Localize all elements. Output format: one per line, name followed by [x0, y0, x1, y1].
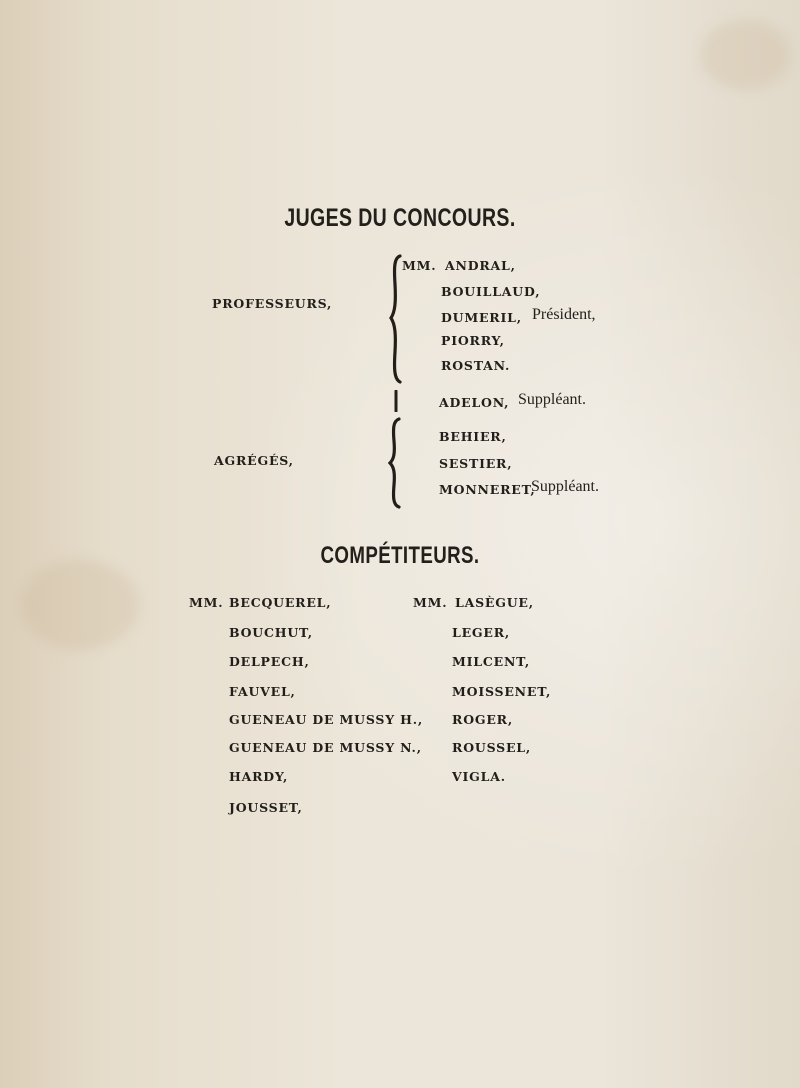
competitor-name: BECQUEREL,	[229, 595, 332, 610]
professeurs-mm-prefix: MM.	[402, 258, 437, 273]
professeurs-label: PROFESSEURS,	[212, 296, 333, 311]
agreges-label: AGRÉGÉS,	[214, 453, 294, 468]
competitor-name: JOUSSET,	[229, 800, 303, 815]
adelon-note: Suppléant.	[518, 391, 586, 408]
paper-stain	[700, 20, 790, 90]
agreges-brace	[388, 417, 404, 509]
competitor-name: ROUSSEL,	[452, 740, 532, 755]
competitors-title: COMPÉTITEURS.	[320, 542, 480, 569]
competitor-name: DELPECH,	[229, 654, 310, 669]
competitor-name: VIGLA.	[452, 769, 506, 784]
competitors-right-mm: MM.	[413, 595, 448, 610]
adelon-bar	[392, 390, 400, 412]
competitor-name: HARDY,	[229, 769, 289, 784]
competitor-name: FAUVEL,	[229, 684, 296, 699]
professeur-name: ANDRAL,	[445, 258, 516, 273]
professeur-name: DUMERIL,	[441, 310, 522, 325]
competitor-name: LASÈGUE,	[455, 595, 534, 610]
paper-stain	[20, 560, 140, 650]
competitor-name: MOISSENET,	[452, 684, 552, 699]
competitor-name: BOUCHUT,	[229, 625, 313, 640]
competitor-name: GUENEAU DE MUSSY H.,	[229, 712, 424, 727]
professeur-name: PIORRY,	[441, 333, 505, 348]
adelon-name: ADELON,	[439, 395, 510, 410]
monneret-note: Suppléant.	[531, 478, 599, 495]
agrege-name: MONNERET,	[439, 482, 536, 497]
professeur-name: ROSTAN.	[441, 358, 511, 373]
president-note: Président,	[532, 306, 596, 323]
professeurs-brace	[389, 254, 405, 384]
competitor-name: MILCENT,	[452, 654, 531, 669]
competitors-left-mm: MM.	[189, 595, 224, 610]
judges-title: JUGES DU CONCOURS.	[284, 204, 516, 232]
agrege-name: BEHIER,	[439, 429, 507, 444]
competitor-name: ROGER,	[452, 712, 514, 727]
agrege-name: SESTIER,	[439, 456, 513, 471]
professeur-name: BOUILLAUD,	[441, 284, 541, 299]
competitor-name: LEGER,	[452, 625, 511, 640]
competitor-name: GUENEAU DE MUSSY N.,	[229, 740, 422, 755]
